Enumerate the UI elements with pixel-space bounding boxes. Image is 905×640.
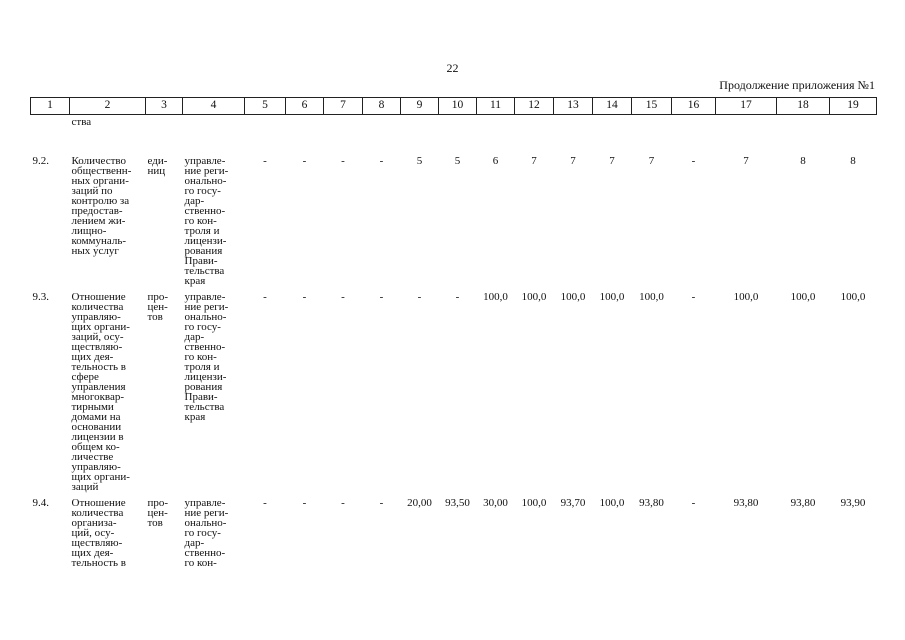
indicator-name-line: организа- [71,517,117,529]
column-number-4: 4 [183,98,245,115]
indicator-name-line: лением жи- [71,215,126,227]
responsible-body-line: управле- [184,155,226,167]
carry-over-row [31,115,877,128]
column-number-7: 7 [324,98,363,115]
responsible-body-line: управле- [184,497,226,509]
indicators-table [30,97,877,568]
value-col-15: 93,80 [639,497,664,509]
indicator-name-line: коммуналь- [71,235,127,247]
indicator-name [70,492,146,568]
indicator-name-line: предостав- [71,205,123,217]
value-col-7: - [341,155,345,167]
value-col-13: 100,0 [560,291,586,303]
value-col-7: - [341,291,345,303]
value-col-14: 7 [609,155,615,167]
value-col-14: 100,0 [599,497,625,509]
value-col-18: 8 [800,155,806,167]
column-number-11: 11 [477,98,515,115]
column-number-13: 13 [554,98,593,115]
indicator-name-line: щих дея- [71,351,114,363]
column-number-9: 9 [401,98,439,115]
value-col-12: 100,0 [521,291,547,303]
column-number-19: 19 [830,98,877,115]
indicators-table-container [30,97,876,568]
indicator-name-line: лицензии в [71,431,124,443]
indicator-unit-line: еди- [147,155,168,167]
responsible-body [183,153,245,286]
indicator-name-line: щих органи- [71,471,130,483]
column-number-14: 14 [593,98,632,115]
responsible-body-line: ние реги- [184,507,229,519]
indicator-name-line: количества [71,507,124,519]
responsible-body-line: го кон- [184,557,217,569]
responsible-body-line: рования [184,381,223,393]
responsible-body-line: управле- [184,291,226,303]
value-col-9: 5 [416,155,423,167]
value-col-9: - [417,291,422,303]
indicator-name-line: тельность в [71,361,127,373]
indicator-name-line: управляю- [71,311,121,323]
responsible-body-line: ственно- [184,341,226,353]
value-col-19: 100,0 [840,291,866,303]
value-col-6: - [302,291,307,303]
column-number-6: 6 [286,98,324,115]
responsible-body-line: Прави- [184,255,218,267]
indicator-row [31,286,877,492]
value-col-9: 20,00 [407,497,432,509]
indicator-unit [146,286,183,492]
column-number-2: 2 [70,98,146,115]
value-col-10: 5 [454,155,461,167]
indicator-name-line: тирными [71,401,114,413]
value-col-8: - [379,291,384,303]
responsible-body-line: го кон- [184,351,217,363]
value-col-8: - [379,155,384,167]
column-number-5: 5 [245,98,286,115]
column-number-18: 18 [777,98,830,115]
column-number-12: 12 [515,98,554,115]
indicator-number: 9.2. [32,155,49,167]
responsible-body-line: онально- [184,311,227,323]
indicator-unit-line: тов [147,517,163,529]
indicator-number: 9.4. [32,497,49,509]
indicator-name-line: заций по [71,185,113,197]
column-number-1: 1 [31,98,70,115]
value-col-6: - [302,497,307,509]
indicator-name-line: щих органи- [71,321,130,333]
responsible-body-line: дар- [184,537,205,549]
responsible-body-line: ние реги- [184,165,229,177]
responsible-body [183,492,245,568]
indicator-number: 9.3. [32,291,49,303]
value-col-14: 100,0 [599,291,625,303]
value-col-10: 93,50 [445,497,470,509]
value-col-5: - [263,155,267,167]
indicator-name-line: ных органи- [71,175,129,187]
indicator-unit-line: ниц [147,165,166,177]
appendix-continuation-label: Продолжение приложения №1 [719,78,875,92]
responsible-body-line: го госу- [184,527,221,539]
responsible-body-line: ственно- [184,547,226,559]
value-col-18: 93,80 [790,497,816,509]
indicator-name-line: контролю за [71,195,130,207]
column-number-3: 3 [146,98,183,115]
responsible-body-line: ственно- [184,205,226,217]
value-col-12: 100,0 [521,497,547,509]
value-col-5: - [263,497,267,509]
responsible-body-line: края [184,275,206,287]
indicator-row [31,153,877,286]
indicator-name-line: Количество [71,155,127,167]
responsible-body-line: онально- [184,175,227,187]
indicator-unit-line: цен- [147,301,168,313]
indicator-name-line: сфере [71,371,99,383]
indicator-name-line: количества [71,301,124,313]
indicator-unit [146,492,183,568]
indicator-name-line: ных услуг [71,245,119,257]
indicator-name [70,286,146,492]
responsible-body-line: троля и [184,225,220,237]
indicator-name-line: тельность в [71,557,127,569]
value-col-16: - [691,155,696,167]
responsible-body-line: дар- [184,195,205,207]
column-number-8: 8 [363,98,401,115]
value-col-13: 93,70 [560,497,586,509]
indicator-name-line: ществляю- [71,537,123,549]
responsible-body-line: дар- [184,331,205,343]
responsible-body-line: онально- [184,517,227,529]
value-col-19: 93,90 [840,497,866,509]
column-number-17: 17 [716,98,777,115]
responsible-body-line: тельства [184,265,225,277]
responsible-body-line: лицензи- [184,371,227,383]
indicator-name-line: лищно- [71,225,107,237]
value-col-11: 30,00 [483,497,508,509]
value-col-8: - [379,497,384,509]
responsible-body-line: го госу- [184,185,221,197]
indicator-name-line: общественн- [71,165,132,177]
indicator-unit-line: тов [147,311,163,323]
value-col-13: 7 [570,155,576,167]
value-col-17: 100,0 [733,291,759,303]
indicator-name-line: личестве [71,451,114,463]
value-col-7: - [341,497,345,509]
responsible-body-line: Прави- [184,391,218,403]
column-number-10: 10 [439,98,477,115]
responsible-body [183,286,245,492]
value-col-6: - [302,155,307,167]
value-col-17: 93,80 [733,497,759,509]
value-col-15: 7 [648,155,655,167]
indicator-unit [146,153,183,286]
column-number-header-row [31,98,877,115]
indicator-name-line: заций [71,481,99,493]
indicator-name-line: управляю- [71,461,121,473]
value-col-11: 100,0 [483,291,508,303]
responsible-body-line: края [184,411,206,423]
indicator-name-line: ций, осу- [71,527,115,539]
indicator-name-line: заций, осу- [71,331,124,343]
value-col-17: 7 [743,155,749,167]
indicator-unit-line: про- [147,291,169,303]
indicator-name-line: щих дея- [71,547,114,559]
indicator-name-line: основании [71,421,122,433]
indicator-unit-line: цен- [147,507,168,519]
spacer-row [31,127,877,153]
indicator-row [31,492,877,568]
responsible-body-line: тельства [184,401,225,413]
value-col-16: - [691,291,696,303]
value-col-11: 6 [492,155,499,167]
page-number: 22 [446,61,459,75]
indicator-name-line: домами на [71,411,121,423]
responsible-body-line: троля и [184,361,220,373]
indicator-name-line: ществляю- [71,341,123,353]
value-col-15: 100,0 [639,291,664,303]
indicator-name-line: многоквар- [71,391,125,403]
value-col-5: - [263,291,267,303]
indicator-name-line: Отношение [71,291,126,303]
column-number-16: 16 [672,98,716,115]
indicator-name-line: Отношение [71,497,126,509]
value-col-16: - [691,497,696,509]
indicator-name-line: общем ко- [71,441,120,453]
value-col-12: 7 [531,155,537,167]
responsible-body-line: рования [184,245,223,257]
value-col-18: 100,0 [790,291,816,303]
indicator-name-line: управления [71,381,126,393]
responsible-body-line: ние реги- [184,301,229,313]
indicator-name [70,153,146,286]
responsible-body-line: лицензи- [184,235,227,247]
responsible-body-line: го кон- [184,215,217,227]
indicator-unit-line: про- [147,497,169,509]
carry-over-text: ства [71,116,92,128]
column-number-15: 15 [632,98,672,115]
responsible-body-line: го госу- [184,321,221,333]
value-col-10: - [455,291,460,303]
value-col-19: 8 [850,155,856,167]
